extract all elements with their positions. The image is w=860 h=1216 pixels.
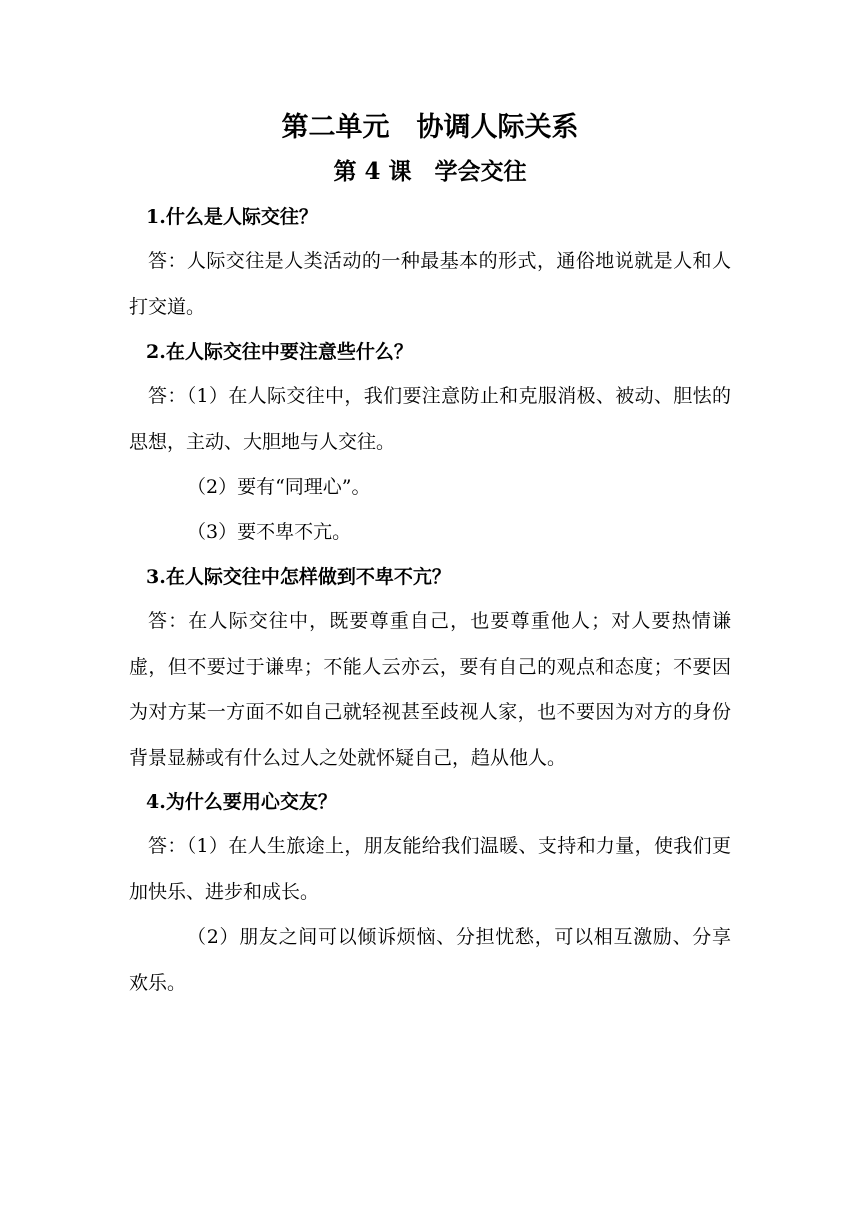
lesson-title: 第 4 课 学会交往 xyxy=(333,158,527,185)
answer-2-item-3: （3）要不卑不亢。 xyxy=(187,521,352,543)
answer-3: 答：在人际交往中，既要尊重自己，也要尊重他人；对人要热情谦虚，但不要过于谦卑；不能人云亦云，要有自己的观点和态度；不要因为对方某一方面不如自己就轻视甚至歧视人家，也不要因为对方的身份背景显赫或有什么过人之处就怀疑自己，趋从他人。 xyxy=(129,610,731,769)
answer-1: 答：人际交往是人类活动的一种最基本的形式，通俗地说就是人和人打交道。 xyxy=(129,250,731,318)
unit-title: 第二单元 协调人际关系 xyxy=(281,112,579,143)
question-4: 4.为什么要用心交友？ xyxy=(146,791,337,813)
answer-4-item-2: （2）朋友之间可以倾诉烦恼、分担忧愁，可以相互激励、分享欢乐。 xyxy=(129,926,731,994)
question-3: 3.在人际交往中怎样做到不卑不亢？ xyxy=(146,566,451,588)
answer-2-item-2: （2）要有“同理心”。 xyxy=(187,476,371,498)
question-1: 1.什么是人际交往？ xyxy=(146,206,318,228)
answer-2-item-1: 答：（1）在人际交往中，我们要注意防止和克服消极、被动、胆怯的思想，主动、大胆地与人交往。 xyxy=(129,385,731,453)
question-2: 2.在人际交往中要注意些什么？ xyxy=(146,341,413,363)
answer-4-item-1: 答：（1）在人生旅途上，朋友能给我们温暖、支持和力量，使我们更加快乐、进步和成长。 xyxy=(129,835,731,903)
